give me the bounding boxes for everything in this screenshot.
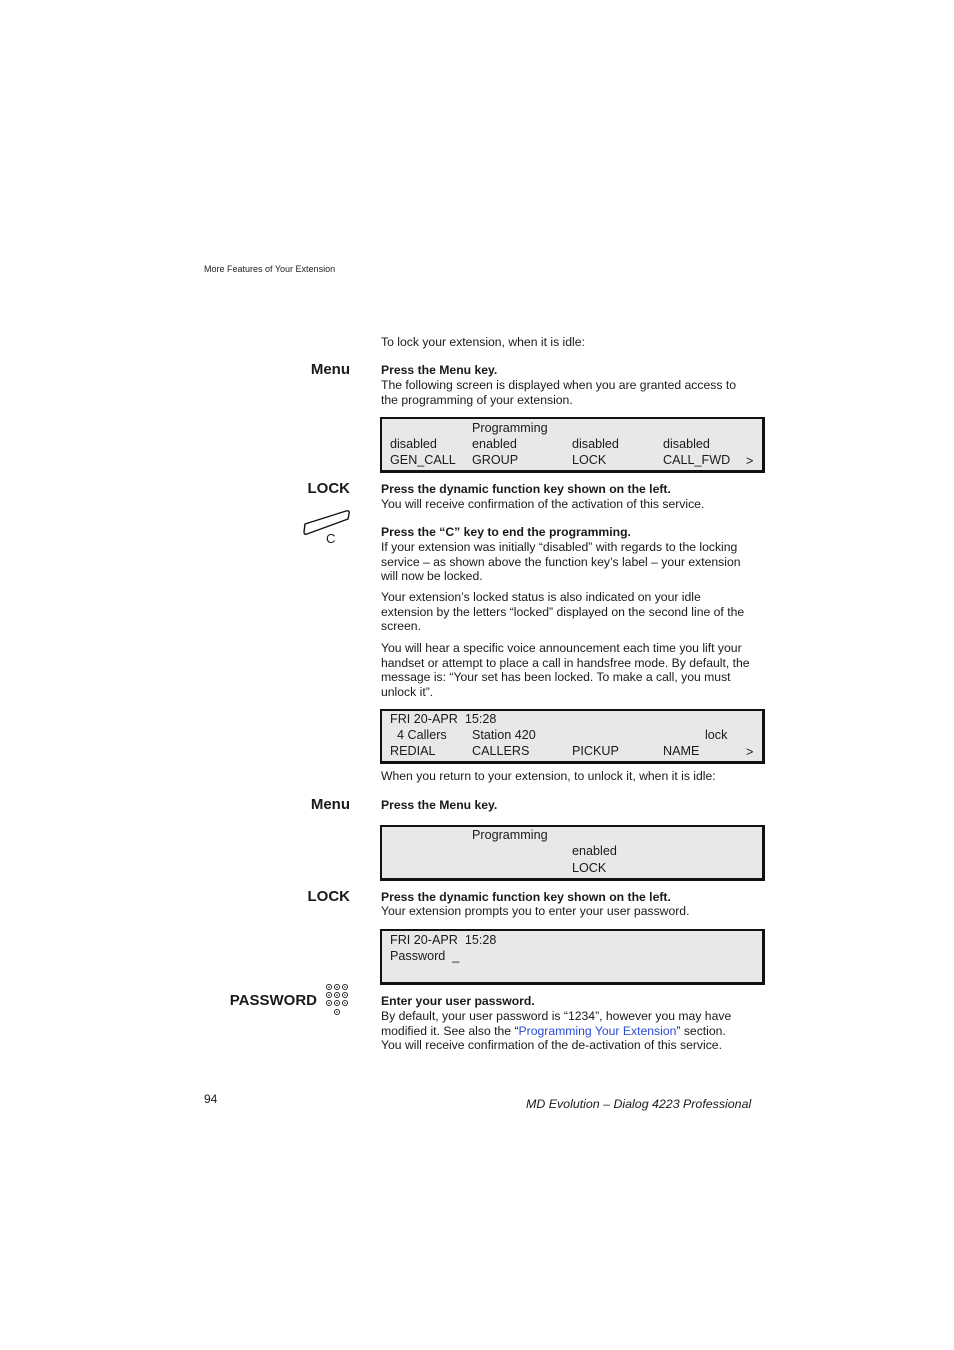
c-key-label: C xyxy=(326,531,336,546)
display-screen-programming-unlock xyxy=(380,825,765,881)
step1-title: Press the Menu key. xyxy=(381,363,498,377)
screen-text: Station 420 xyxy=(472,728,536,742)
step6-text xyxy=(381,1009,753,1053)
screen-text: enabled xyxy=(472,437,517,451)
password-key-label: PASSWORD xyxy=(229,992,317,1009)
page-number: 94 xyxy=(204,1092,218,1106)
softkey-label: PICKUP xyxy=(572,744,619,758)
more-arrow: > xyxy=(746,745,754,759)
screen-text: enabled xyxy=(572,844,617,858)
screen-text: disabled xyxy=(390,437,437,451)
screen-text: disabled xyxy=(663,437,710,451)
display-screen-programming xyxy=(380,417,765,473)
intro-unlock-text: When you return to your extension, to unlock it, when it is idle: xyxy=(381,769,716,783)
screen-text: FRI 20-APR 15:28 xyxy=(390,712,497,726)
lock-key-label: LOCK xyxy=(307,888,350,905)
step6-text-b: ” section. xyxy=(676,1023,726,1038)
voice-announcement-paragraph: You will hear a specific voice announcement each time you lift your handset or attempt to place a call in handsfree mode. By default, the message is: “Your set has been locked. To make a call, you must unlock it”. xyxy=(381,641,750,699)
menu-key-label: Menu xyxy=(310,796,350,813)
step5-title: Press the dynamic function key shown on the left. xyxy=(381,890,671,904)
step3-title: Press the “C” key to end the programming. xyxy=(381,525,631,539)
display-screen-password xyxy=(380,929,765,985)
screen-text: 4 Callers xyxy=(397,728,447,742)
step3-text: If your extension was initially “disabled” with regards to the locking service – as shown above the function key’s label – your extension will now be locked. xyxy=(381,540,741,584)
lock-key-label: LOCK xyxy=(307,480,350,497)
step6-title: Enter your user password. xyxy=(381,994,535,1008)
display-screen-idle-locked xyxy=(380,709,765,764)
softkey-label: CALL_FWD xyxy=(663,453,731,467)
locked-status-paragraph: Your extension’s locked status is also indicated on your idle extension by the letters “locked” displayed on the second line of the screen. xyxy=(381,590,745,634)
screen-text: lock xyxy=(705,728,728,742)
softkey-label: LOCK xyxy=(572,453,607,467)
running-header: More Features of Your Extension xyxy=(204,264,336,274)
softkey-label: GEN_CALL xyxy=(390,453,456,467)
step1-text: The following screen is displayed when you are granted access to the programming of your extension. xyxy=(381,378,736,407)
screen-text: disabled xyxy=(572,437,619,451)
step6-text-a: By default, your user password is “1234”, however you may have modified it. See also the “ xyxy=(381,1009,732,1038)
step5-text: Your extension prompts you to enter your user password. xyxy=(381,904,690,918)
screen-text: Programming xyxy=(472,828,548,842)
keypad-icon xyxy=(325,983,351,1019)
intro-lock-text: To lock your extension, when it is idle: xyxy=(381,335,585,349)
programming-extension-link[interactable]: Programming Your Extension xyxy=(518,1023,677,1038)
step2-text: You will receive confirmation of the activation of this service. xyxy=(381,497,705,511)
softkey-label: GROUP xyxy=(472,453,519,467)
softkey-label: LOCK xyxy=(572,861,607,875)
more-arrow: > xyxy=(746,454,754,468)
screen-text: FRI 20-APR 15:28 xyxy=(390,933,497,947)
password-prompt: Password _ xyxy=(390,949,460,963)
menu-key-label: Menu xyxy=(310,361,350,378)
screen-text: Programming xyxy=(472,421,548,435)
softkey-label: REDIAL xyxy=(390,744,436,758)
step2-title: Press the dynamic function key shown on the left. xyxy=(381,482,671,496)
step6-text-c: You will receive confirmation of the de-activation of this service. xyxy=(381,1038,722,1053)
softkey-label: CALLERS xyxy=(472,744,530,758)
softkey-label: NAME xyxy=(663,744,700,758)
footer-title: MD Evolution – Dialog 4223 Professional xyxy=(526,1097,752,1111)
step4-title: Press the Menu key. xyxy=(381,798,498,812)
